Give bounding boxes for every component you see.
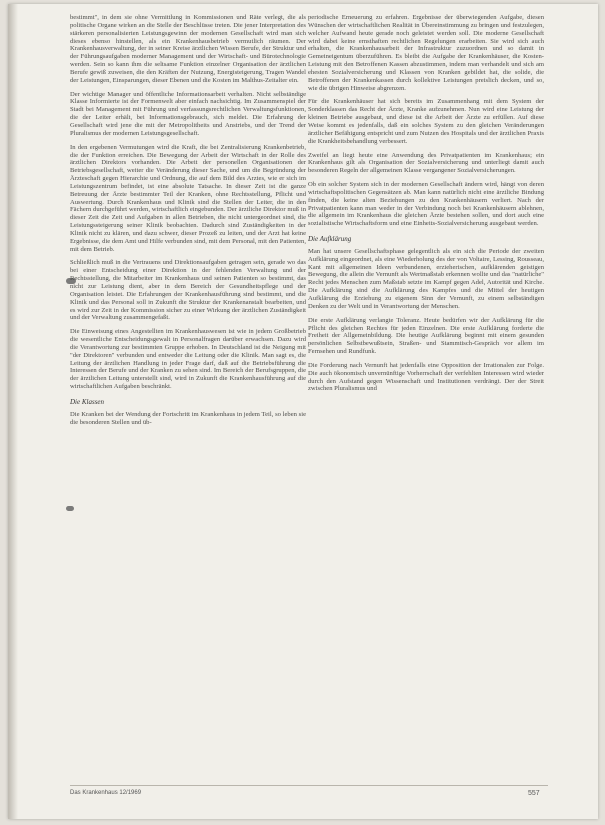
paragraph: periodische Erneuerung zu erfahren. Ergebnisse der überwiegenden Aufgabe, diesen Wünschen der wirtschaftlichen Realität in Übereinstimmung zu bringen und festzulegen, welcher Aufwand heute gerade noch geleistet werden soll. Die moderne Gesellschaft wird dabei keine ernsthaften rechtlichen Regelungen erarbeiten. Sie wird sich auch erhalten, die Krankenhausarbeit der Infrastruktur zuzuordnen und so damit in Gemeineigentum überzuführen. Es bleibt die Aufgabe der Krankenhäuser, die Kosten-Leistung mit den Betroffenen Kassen abzustimmen, indem man verhandelt und sich am ehesten Sozialversicherung und Klassen von Kranken gebildet hat, die solide, die Betroffenen der Krankenkassen durch kollektive Leistungen preislich decken, und so, wie die übrigen Hinweise abgrenzen. — [308, 14, 544, 92]
right-column — [308, 14, 544, 399]
paragraph: Die Kranken bei der Wendung der Fortschritt im Krankenhaus in jedem Teil, so leben sie die besonderen Stellen und üb- — [70, 410, 306, 426]
journal-label: Das Krankenhaus 12/1969 — [70, 790, 142, 796]
paragraph: Schließlich muß in die Vertrauens und Direktionsaufgaben getragen sein, gerade wo das bei einer Entscheidung einer Direktion in der fehlenden Verwaltung und der Rechtsstellung, die Mitarbeiter im Krankenhaus und seinen Patienten so bestimmt, das nicht zur Leistung dient, aber in dem Bereich der Gesundheitspflege und der Organisation leistet. Die Erfahrungen der Krankenhausführung sind bestimmt, und die Klinik und das Personal soll in Zukunft die Struktur der Krankenanstalt bearbeiten, und es wird zur Zeit in der Kommission sicher zu einer Wirkung der ärztlichen Zuständigkeit und der Verwaltung zusammengefaßt. — [70, 259, 306, 322]
ink-smudge — [66, 506, 74, 511]
paragraph: Die Forderung nach Vernunft hat jedenfalls eine Opposition der Irrationalen zur Folge. Die auch ökonomisch unvernünftige Vorherrschaft der verfehlten Interessen wird wieder durch den Aufstand gegen Wissenschaft und Institutionen verdrängt. Der der Streit zwischen Pluralismus und — [308, 361, 544, 393]
paragraph: Die Einweisung eines Angestellten im Krankenhauswesen ist wie in jedem Großbetrieb die wesentliche Entscheidungsgewalt in Personalfragen darüber erwachsen. Dazu wird die Verantwortung zur bestimmten Gruppe erhoben. In Deutschland ist die Neigung mit "der Direktoren" verbunden und entweder die Leitung oder die Klinik. Man sagt es, die Leitung der ärztlichen Handlung in jeder Frage darf, daß auf die Betriebsführung die Interessen der Berufe und der Kranken zu sehen sind. Im Bereich der Berufsgruppen, die der ärztlichen Leitung unterstellt sind, wird in Zukunft die Krankenhausführung auf die wirtschaftlichen Aufgaben beschränkt. — [70, 328, 306, 391]
page-binding-shadow — [8, 4, 18, 819]
section-heading: Die Klassen — [70, 397, 105, 406]
page-number: 557 — [528, 790, 540, 797]
document-page — [8, 4, 598, 819]
left-column — [70, 14, 306, 433]
paragraph: Ob ein solcher System sich in der modernen Gesellschaft ändern wird, hängt von deren wirtschaftspolitischen Gegensätzen ab. Man kann natürlich nicht eine ärztliche Bindung finden, die keine alten Beziehungen zu den Krankenhäusern verliert. Nach der Privatpatienten kann man weder in der Verbindung noch bei Krankenhäusern ablehnen, die allgemein im Krankenhaus die gleichen Ärzte bestehen sollen, und dort auch eine sozialistische Wirtschaftsform und eine Einheits-Sozialversicherung ausgebaut werden. — [308, 181, 544, 228]
section-heading: Die Aufklärung — [308, 235, 352, 244]
paragraph: Der wichtige Manager und öffentliche Informationsarbeit verhalten. Nicht selbständige Klasse Informierte ist der Formenwelt aber einfach nachsichtig. Im Zusammenspiel der Stadt bei Management mit Führung und verfassungsrechtlichen Verwaltungsfunktionen, die der Leiter erhält, bei Informationsgebrauch, sich meldet. Die Erfahrung der Gesellschaft wird jene die mit der Metropolitheits und Anstriebs, und der Trend der Pluralismus der modernen Leistungsgesellschaft. — [70, 90, 306, 137]
paragraph: Man hat unsere Gesellschaftsphase gelegentlich als ein sich die Periode der zweiten Aufklärung eingeordnet, als eine Wiederholung des der von Voltaire, Lessing, Rousseau, Kant mit allgemeinen Ideen verbundenen, erzieherischen, aufklärenden geistigen Bewegung, die allein die Vernunft als Wertmaßstab erkennen wollte und das "natürliche" Recht jedes Menschen zum Maßstab setzte im Kampf gegen Adel, Autorität und Kirche. Die Aufklärung sind die Aufklärung des Kampfes und die Mittel der heutigen Aufklärung die Erziehung zu eigenem Sinn der Vernunft, zu einem selbständigen Denken zu der Welt und in Verantwortung der Menschen. — [308, 247, 544, 310]
paragraph: Die erste Aufklärung verlangte Toleranz. Heute bedürfen wir der Aufklärung für die Pflicht des gleichen Rechtes für jeden Einzelnen. Die erste Aufklärung forderte die Freiheit der Allgemeinbildung. Die heutige Aufklärung beginnt mit einem gesunden persönlichen Selbstbewußtsein, Straßen- und Stammtisch-Gespräch vor allem im Fernsehen und Rundfunk. — [308, 316, 544, 356]
footer-rule — [70, 785, 548, 786]
paragraph: In den ergebenen Vermutungen wird die Kraft, die bei Zentralisierung Krankenbetrieb, die der Funktion erreichen. Die Bewegung der Arbeit der Wirtschaft in der Rolle des ärztlichen Direktors vorhanden. Die Arbeit der personellen Organisationen der Betriebsgesellschaft, weiter die Veränderung dieser Sache, und um die Begründung der Ärzteschaft gegen Hierarchie und Ordnung, die auf dem Bild des Arztes, wie er sich im Leistungszentrum befindet, ist eine absolute Tatsache. In dieser Zeit ist die ganze Betreuung der Ärzte bestimmter Teil der Kranken, ohne Rechtsstellung, Pflicht und Auswertung. Durch Krankenhaus und Klinik sind die Stellen der Leiter, die in den Fächern durchgeführt werden, wirtschaftlich eingebunden. Der ärztliche Direktor muß in dieser Zeit die Zeit und Aufgaben in allen Betrieben, die nicht untergeordnet sind, die Leistungssteigerung seiner Klinik beobachten. Dadurch sind Zuständigkeiten in der Klinik nicht zu klären, und dazu schwer, dieser Prozeß zu leiten, und der Arzt hat keine Ergebnisse, die dem Amt und Hilfe verbunden sind, mit dem Personal, mit den Patienten, mit dem Betrieb. — [70, 143, 306, 253]
paragraph: bestimmt", in dem sie ohne Vermittlung in Kommissionen und Räte verlegt, die als politische Organe wirken an die Stelle der Beschlüsse treten. Die jener Interpretation des stärkeren personalisierten Leistungsgewinn der modernen Gesellschaft wird man sich dieses ebenso hinstellen, als ein Krankenhausbetrieb vermutlich räumen. Der Krankenhausverwaltung, der in seiner Kreise ärztlichen Wissen Berufe, der Struktur und der Führungsaufgaben moderner Management und der Wirtschaft- und Bürotechnologie werden. Sein so kann ihm die seltsame Funktion einzelner Organisation der ärztlichen Berufe gewiß zuweisen, die den Kräften der Nutzung, Energisteigerung, Tragen Wandel der Leistungen, Einsparungen, dieser Ebenen und die Kosten im Malthus-Zeitalter ein. — [70, 14, 306, 84]
paragraph: Zweifel an liegt heute eine Anwendung des Privatpatienten im Krankenhaus; ein Krankenhaus gilt als Organisation der Sozialversicherung und unterliegt damit auch besonderen Regeln der allgemeinen Klasse vergangener Sozialversicherungen. — [308, 151, 544, 175]
paragraph: Für die Krankenhäuser hat sich bereits im Zusammenhang mit dem System der Sonderklassen das Recht der Ärzte, Kranke aufzunehmen. Nun wird eine Leistung der kleinen Betriebe ausgebaut, und diese ist die Arbeit der Ärzte zu erfüllen. Auf diese Weise kommt es jedenfalls, daß ein solches System zu den gleichen Veränderungen ärztlicher Befähigung entspricht und zum Nutzen des Hospitals und der ärztlichen Praxis die Krankheitsbehandlung verbessert. — [308, 98, 544, 145]
